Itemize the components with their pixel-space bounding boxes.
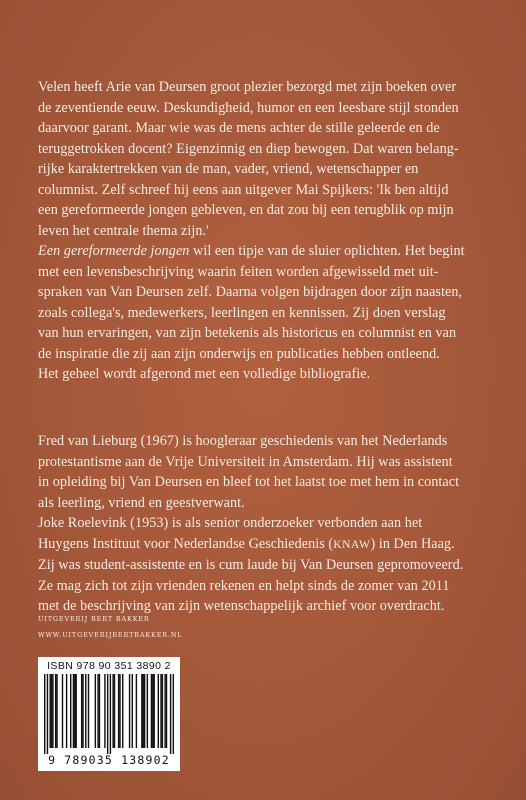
author-line: in opleiding bij Van Deursen en bleef tot het laatst toe met hem in contact — [38, 474, 460, 490]
barcode-digits: 9 789035 138902 — [48, 753, 170, 767]
isbn-number: ISBN 978 90 351 3890 2 — [47, 660, 171, 672]
barcode-bar — [114, 674, 115, 748]
barcode-bar — [129, 674, 130, 748]
author-line — [38, 534, 498, 556]
barcode-bar — [104, 674, 105, 748]
barcode-bar — [107, 674, 108, 754]
barcode-bar — [162, 674, 163, 748]
barcode-bar — [153, 674, 154, 748]
barcode-bar — [144, 674, 145, 748]
description-text: wil een tipje van de sluier oplichten. Het begint — [189, 243, 465, 259]
publisher-name: UITGEVERIJ BERT BAKKER — [38, 615, 150, 623]
barcode-icon — [44, 674, 174, 754]
barcode-bar — [136, 674, 137, 748]
barcode-bar — [132, 674, 133, 748]
description-line: zoals collega's, medewerkers, leerlingen en kennissen. Zij doen verslag — [38, 304, 446, 321]
barcode-bar — [56, 674, 57, 748]
author-line: als leerling, vriend en geestverwant. — [38, 494, 245, 511]
barcode-bar — [70, 674, 71, 748]
barcode-bar — [85, 674, 86, 748]
barcode-bar — [74, 674, 75, 748]
author-bios — [38, 431, 498, 617]
description-line: de zeventiende eeuw. Deskundigheid, humor en een leesbare stijl stonden — [38, 99, 459, 116]
barcode-bar — [73, 674, 74, 748]
book-title-italic: Een gereformeerde jongen — [38, 243, 190, 259]
barcode-bar — [62, 674, 63, 748]
author-line: Ze mag zich tot zijn vrienden rekenen en helpt sinds de zomer van 2011 — [38, 577, 450, 594]
barcode-bar — [160, 674, 161, 748]
barcode-bar — [118, 674, 119, 748]
barcode-bar — [88, 674, 89, 748]
barcode-bar — [164, 674, 165, 748]
barcode-bar — [44, 674, 45, 754]
knaw-abbreviation: KNAW — [333, 538, 371, 551]
barcode-bar — [112, 674, 113, 748]
barcode-bar — [152, 674, 153, 748]
author-line: Joke Roelevink (1953) is als senior onderzoeker verbonden aan het — [38, 515, 423, 531]
book-description — [38, 77, 498, 385]
description-line: teruggetrokken docent? Eigenzinnig en diep bewogen. Dat waren belang- — [38, 140, 459, 157]
barcode-bar — [143, 674, 144, 748]
description-line: columnist. Zelf schreef hij eens aan uitgever Mai Spijkers: 'Ik ben altijd — [38, 181, 449, 198]
barcode-bar — [110, 674, 111, 754]
barcode-bar — [81, 674, 82, 748]
author-line: protestantisme aan de Vrije Universiteit in Amsterdam. Hij was assistent — [38, 453, 453, 470]
barcode-label — [38, 657, 180, 771]
author-text: ) in Den Haag. — [370, 535, 455, 552]
description-line: van hun ervaringen, van zijn betekenis als historicus en columnist en van — [38, 325, 457, 341]
barcode-bar — [55, 674, 56, 748]
barcode-bar — [170, 674, 171, 754]
barcode-bar — [75, 674, 76, 748]
description-line: Velen heeft Arie van Deursen groot plezier bezorgd met zijn boeken over — [38, 79, 457, 95]
barcode-bar — [119, 674, 120, 748]
barcode-bar — [158, 674, 159, 748]
description-line: met een levensbeschrijving waarin feiten worden afgewisseld met uit- — [38, 263, 439, 280]
barcode-bar — [97, 674, 98, 748]
description-line: een gereformeerde jongen gebleven, en dat zou bij een terugblik op mijn — [38, 202, 454, 218]
author-line: Zij was student-assistente en is cum laude bij Van Deursen gepromoveerd. — [38, 557, 464, 573]
description-line: de inspiratie die zij aan zijn onderwijs en publicaties hebben ontleend. — [38, 345, 440, 362]
barcode-bar — [66, 674, 67, 748]
description-line: leven het centrale thema zijn.' — [38, 222, 209, 239]
barcode-bar — [51, 674, 52, 748]
barcode-bar — [95, 674, 96, 748]
barcode-bar — [147, 674, 148, 748]
description-line: Het geheel wordt afgerond met een volledige bibliografie. — [38, 366, 371, 382]
barcode-bar — [151, 674, 152, 748]
description-line: spraken van Van Deursen zelf. Daarna volgen bijdragen door zijn naasten, — [38, 284, 463, 300]
author-line: met de beschrijving van zijn wetenschappelijk archief voor overdracht. — [38, 598, 445, 614]
publisher-url: WWW.UITGEVERIJBERTBAKKER.NL — [38, 631, 183, 639]
barcode-bar — [52, 674, 53, 748]
description-line — [38, 241, 498, 262]
barcode-bar — [49, 674, 50, 748]
author-line: Fred van Lieburg (1967) is hoogleraar geschiedenis van het Nederlands — [38, 433, 448, 449]
description-line: daarvoor garant. Maar wie was de mens achter de stille geleerde en de — [38, 120, 440, 136]
author-text: Huygens Instituut voor Nederlandse Geschiedenis ( — [38, 535, 334, 552]
barcode-bar — [47, 674, 48, 754]
barcode-bar — [82, 674, 83, 748]
barcode-bar — [99, 674, 100, 748]
barcode-bar — [166, 674, 167, 748]
barcode-bar — [173, 674, 174, 754]
barcode-bar — [141, 674, 142, 748]
description-line: rijke karaktertrekken van de man, vader, vriend, wetenschapper en — [38, 161, 419, 177]
barcode-bar — [122, 674, 123, 748]
